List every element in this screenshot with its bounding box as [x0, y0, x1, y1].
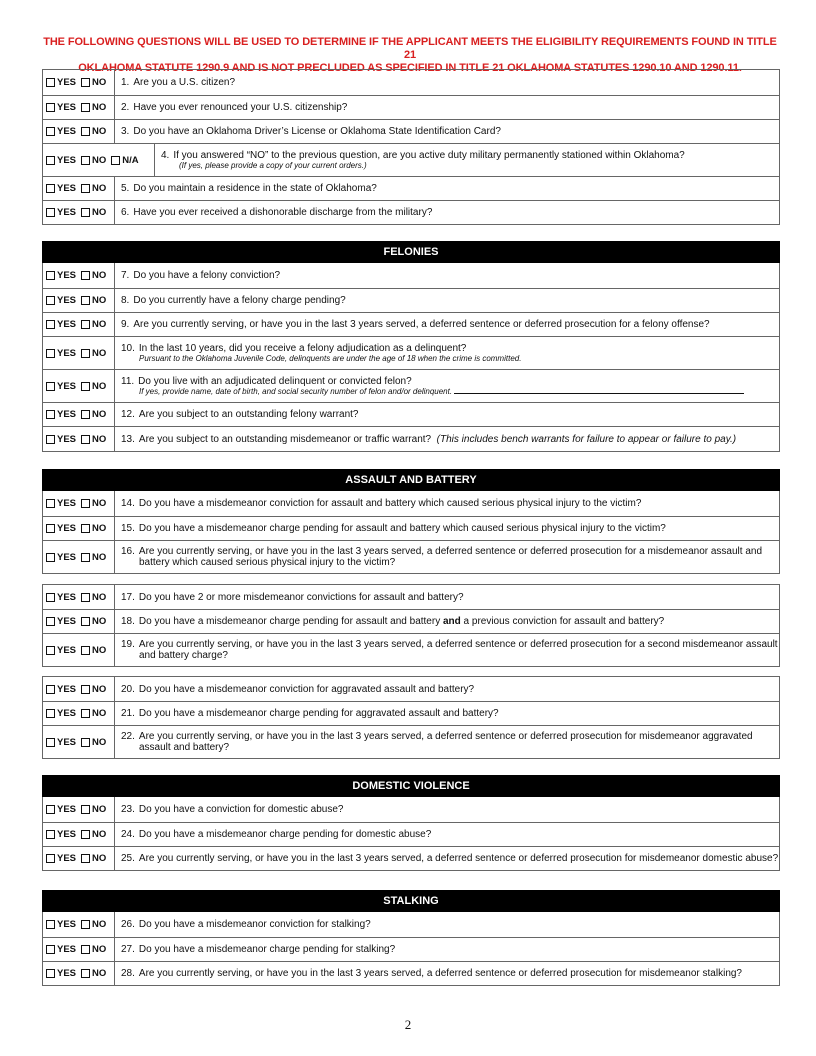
question-text: 7. Do you have a felony conviction? — [121, 270, 281, 281]
yes-checkbox[interactable] — [46, 553, 55, 562]
yes-checkbox[interactable] — [46, 945, 55, 954]
yes-checkbox[interactable] — [46, 805, 55, 814]
question-row-15: YES NO 15. Do you have a misdemeanor charge pending for assault and battery which caused serious physical injury to the victim? — [43, 516, 779, 540]
no-checkbox[interactable] — [81, 320, 90, 329]
question-text: 1. Are you a U.S. citizen? — [121, 77, 236, 88]
question-text: 8. Do you currently have a felony charge pending? — [121, 295, 346, 306]
question-text: 20. Do you have a misdemeanor conviction for aggravated assault and battery? — [121, 683, 475, 695]
question-text: 13. Are you subject to an outstanding misdemeanor or traffic warrant? (This includes bench warrants for failure to appear or failure to pay.) — [121, 433, 737, 445]
question-text: 6. Have you ever received a dishonorable discharge from the military? — [121, 207, 433, 218]
question-row-23: YES NO 23. Do you have a conviction for domestic abuse? — [43, 797, 779, 822]
question-text: 21. Do you have a misdemeanor charge pending for aggravated assault and battery? — [121, 708, 499, 719]
question-row-28: YES NO 28. Are you currently serving, or have you in the last 3 years served, a deferred sentence or deferred prosecution for misdemeanor stalking? — [43, 961, 779, 985]
header-line-2: OKLAHOMA STATUTE 1290.9 AND IS NOT PRECLUDED AS SPECIFIED IN TITLE 21 OKLAHOMA STATUTES 1290.10 AND 1290.11. — [78, 62, 742, 74]
yes-checkbox[interactable] — [46, 738, 55, 747]
question-row-3: YES NO 3. Do you have an Oklahoma Driver’s License or Oklahoma State Identification Card? — [43, 119, 779, 143]
question-text: 19. Are you currently serving, or have you in the last 3 years served, a deferred sentence or deferred prosecution for a second misdemeanor assault and battery charge? — [121, 639, 778, 661]
yes-checkbox[interactable] — [46, 617, 55, 626]
felon-info-field[interactable] — [454, 393, 744, 394]
na-checkbox[interactable] — [111, 156, 120, 165]
question-text: 27. Do you have a misdemeanor charge pending for stalking? — [121, 944, 396, 955]
question-row-26: YES NO 26. Do you have a misdemeanor conviction for stalking? — [43, 912, 779, 937]
question-row-20: YES NO 20. Do you have a misdemeanor conviction for aggravated assault and battery? — [43, 677, 779, 701]
no-checkbox[interactable] — [81, 499, 90, 508]
yes-checkbox[interactable] — [46, 410, 55, 419]
question-text: 14. Do you have a misdemeanor conviction for assault and battery which caused serious physical injury to the victim? — [121, 498, 642, 509]
question-text: 3. Do you have an Oklahoma Driver’s License or Oklahoma State Identification Card? — [121, 126, 501, 137]
question-row-25: YES NO 25. Are you currently serving, or have you in the last 3 years served, a deferred sentence or deferred prosecution for misdemeanor domestic abuse? — [43, 846, 779, 870]
domestic-table — [42, 797, 780, 871]
yes-checkbox[interactable] — [46, 271, 55, 280]
question-row-21: YES NO 21. Do you have a misdemeanor charge pending for aggravated assault and battery? — [43, 701, 779, 725]
question-text: 11. Do you live with an adjudicated delinquent or convicted felon? If yes, provide name, date of birth, and social security number of felon and/or delinquent. — [115, 370, 779, 402]
question-text: 5. Do you maintain a residence in the state of Oklahoma? — [121, 183, 377, 194]
question-note: Pursuant to the Oklahoma Juvenile Code, delinquents are under the age of 18 when the crime is committed. — [139, 353, 522, 363]
question-text: 4. If you answered “NO” to the previous question, are you active duty military permanently stationed within Oklahoma? (If yes, please provide a copy of your current orders.) — [155, 144, 779, 176]
assault-table-1 — [42, 491, 780, 574]
yes-checkbox[interactable] — [46, 524, 55, 533]
question-row-7: YES NO 7. Do you have a felony conviction? — [43, 263, 779, 288]
question-row-14: YES NO 14. Do you have a misdemeanor conviction for assault and battery which caused serious physical injury to the victim? — [43, 491, 779, 516]
no-checkbox[interactable] — [81, 854, 90, 863]
question-row-12: YES NO 12. Are you subject to an outstanding felony warrant? — [43, 402, 779, 426]
page-number: 2 — [404, 1017, 412, 1032]
question-row-10: YES NO 10. In the last 10 years, did you receive a felony adjudication as a delinquent? Pursuant to the Oklahoma Juvenile Code, delinquents are under the age of 18 when the crime is committed. — [43, 336, 779, 369]
stalking-table — [42, 912, 780, 986]
section-header-felonies: FELONIES — [42, 241, 780, 263]
section-header-stalking: STALKING — [42, 890, 780, 912]
no-checkbox[interactable] — [81, 349, 90, 358]
no-checkbox[interactable] — [81, 208, 90, 217]
no-checkbox[interactable] — [81, 805, 90, 814]
question-note: (If yes, please provide a copy of your current orders.) — [179, 160, 367, 170]
yes-checkbox[interactable] — [46, 296, 55, 305]
no-checkbox[interactable] — [81, 646, 90, 655]
yes-checkbox[interactable] — [46, 349, 55, 358]
yes-checkbox[interactable] — [46, 156, 55, 165]
no-checkbox[interactable] — [81, 593, 90, 602]
question-text: 28. Are you currently serving, or have you in the last 3 years served, a deferred sentence or deferred prosecution for misdemeanor stalking? — [121, 968, 742, 979]
eligibility-table — [42, 69, 780, 225]
question-row-2: YES NO 2. Have you ever renounced your U.S. citizenship? — [43, 95, 779, 119]
yes-checkbox[interactable] — [46, 103, 55, 112]
felonies-table — [42, 263, 780, 452]
yes-checkbox[interactable] — [46, 184, 55, 193]
question-row-17: YES NO 17. Do you have 2 or more misdemeanor convictions for assault and battery? — [43, 585, 779, 609]
no-checkbox[interactable] — [81, 969, 90, 978]
no-checkbox[interactable] — [81, 709, 90, 718]
assault-table-2 — [42, 584, 780, 667]
question-note: If yes, provide name, date of birth, and social security number of felon and/or delinquent. — [121, 387, 779, 397]
no-checkbox[interactable] — [81, 830, 90, 839]
yes-checkbox[interactable] — [46, 382, 55, 391]
question-row-24: YES NO 24. Do you have a misdemeanor charge pending for domestic abuse? — [43, 822, 779, 846]
question-row-16: YES NO 16. Are you currently serving, or have you in the last 3 years served, a deferred sentence or deferred prosecution for a misdemeanor assault and battery which caused serious physical injury to the victim? — [43, 540, 779, 573]
yes-checkbox[interactable] — [46, 499, 55, 508]
no-checkbox[interactable] — [81, 435, 90, 444]
yes-checkbox[interactable] — [46, 435, 55, 444]
header-line-1: THE FOLLOWING QUESTIONS WILL BE USED TO DETERMINE IF THE APPLICANT MEETS THE ELIGIBILITY REQUIREMENTS FOUND IN TITLE 21 — [43, 36, 777, 61]
question-row-9: YES NO 9. Are you currently serving, or have you in the last 3 years served, a deferred sentence or deferred prosecution for a felony offense? — [43, 312, 779, 336]
yes-checkbox[interactable] — [46, 78, 55, 87]
no-checkbox[interactable] — [81, 271, 90, 280]
question-row-1 — [43, 70, 779, 95]
no-checkbox[interactable] — [81, 382, 90, 391]
yes-checkbox[interactable] — [46, 920, 55, 929]
question-row-6: YES NO 6. Have you ever received a dishonorable discharge from the military? — [43, 200, 779, 224]
section-header-domestic-violence: DOMESTIC VIOLENCE — [42, 775, 780, 797]
question-text: 26. Do you have a misdemeanor conviction for stalking? — [121, 919, 371, 930]
no-checkbox[interactable] — [81, 738, 90, 747]
no-checkbox[interactable] — [81, 78, 90, 87]
question-text: 15. Do you have a misdemeanor charge pending for assault and battery which caused serious physical injury to the victim? — [121, 523, 666, 534]
question-row-11: YES NO 11. Do you live with an adjudicated delinquent or convicted felon? If yes, provide name, date of birth, and social security number of felon and/or delinquent. — [43, 369, 779, 402]
yes-checkbox[interactable] — [46, 208, 55, 217]
question-text: 9. Are you currently serving, or have you in the last 3 years served, a deferred sentence or deferred prosecution for a felony offense? — [121, 319, 710, 330]
question-text: 17. Do you have 2 or more misdemeanor convictions for assault and battery? — [121, 591, 464, 603]
yes-checkbox[interactable] — [46, 830, 55, 839]
yes-checkbox[interactable] — [46, 593, 55, 602]
question-text: 10. In the last 10 years, did you receive a felony adjudication as a delinquent? Pursuant to the Oklahoma Juvenile Code, delinquents are under the age of 18 when the crime is committed. — [115, 337, 779, 369]
answer-cell: YES NO — [43, 70, 115, 95]
no-checkbox[interactable] — [81, 184, 90, 193]
question-text: 22. Are you currently serving, or have you in the last 3 years served, a deferred sentence or deferred prosecution for misdemeanor aggravated assault and battery? — [121, 731, 753, 753]
question-row-5: YES NO 5. Do you maintain a residence in the state of Oklahoma? — [43, 176, 779, 200]
question-text: 2. Have you ever renounced your U.S. citizenship? — [121, 102, 348, 113]
no-checkbox[interactable] — [81, 553, 90, 562]
no-checkbox[interactable] — [81, 617, 90, 626]
no-checkbox[interactable] — [81, 410, 90, 419]
no-checkbox[interactable] — [81, 524, 90, 533]
no-checkbox[interactable] — [81, 127, 90, 136]
question-text: 24. Do you have a misdemeanor charge pending for domestic abuse? — [121, 829, 432, 840]
yes-checkbox[interactable] — [46, 854, 55, 863]
question-row-27: YES NO 27. Do you have a misdemeanor charge pending for stalking? — [43, 937, 779, 961]
no-checkbox[interactable] — [81, 945, 90, 954]
question-row-8: YES NO 8. Do you currently have a felony charge pending? — [43, 288, 779, 312]
question-text: 16. Are you currently serving, or have you in the last 3 years served, a deferred sentence or deferred prosecution for a misdemeanor assault and battery which caused serious physical injury to the victim? — [121, 546, 763, 568]
yes-checkbox[interactable] — [46, 685, 55, 694]
yes-checkbox[interactable] — [46, 709, 55, 718]
no-checkbox[interactable] — [81, 920, 90, 929]
question-text: 12. Are you subject to an outstanding felony warrant? — [121, 409, 359, 420]
question-row-18: YES NO 18. Do you have a misdemeanor charge pending for assault and battery and a previous conviction for assault and battery? — [43, 609, 779, 633]
question-text: 18. Do you have a misdemeanor charge pending for assault and battery and a previous conviction for assault and battery? — [121, 616, 665, 627]
question-row-13: YES NO 13. Are you subject to an outstanding misdemeanor or traffic warrant? (This includes bench warrants for failure to appear or failure to pay.) — [43, 426, 779, 451]
no-checkbox[interactable] — [81, 296, 90, 305]
yes-checkbox[interactable] — [46, 969, 55, 978]
question-text: 25. Are you currently serving, or have you in the last 3 years served, a deferred sentence or deferred prosecution for misdemeanor domestic abuse? — [121, 853, 779, 864]
no-checkbox[interactable] — [81, 103, 90, 112]
no-checkbox[interactable] — [81, 156, 90, 165]
yes-checkbox[interactable] — [46, 320, 55, 329]
yes-checkbox[interactable] — [46, 646, 55, 655]
no-checkbox[interactable] — [81, 685, 90, 694]
question-row-4: YES NO N/A 4. If you answered “NO” to the previous question, are you active duty military permanently stationed within Oklahoma? (If yes, please provide a copy of your current orders.) — [43, 143, 779, 176]
assault-table-3 — [42, 676, 780, 759]
section-header-assault: ASSAULT AND BATTERY — [42, 469, 780, 491]
yes-checkbox[interactable] — [46, 127, 55, 136]
question-row-22: YES NO 22. Are you currently serving, or have you in the last 3 years served, a deferred sentence or deferred prosecution for misdemeanor aggravated assault and battery? — [43, 725, 779, 758]
question-text: 23. Do you have a conviction for domestic abuse? — [121, 804, 344, 815]
question-row-19: YES NO 19. Are you currently serving, or have you in the last 3 years served, a deferred sentence or deferred prosecution for a second misdemeanor assault and battery charge? — [43, 633, 779, 666]
